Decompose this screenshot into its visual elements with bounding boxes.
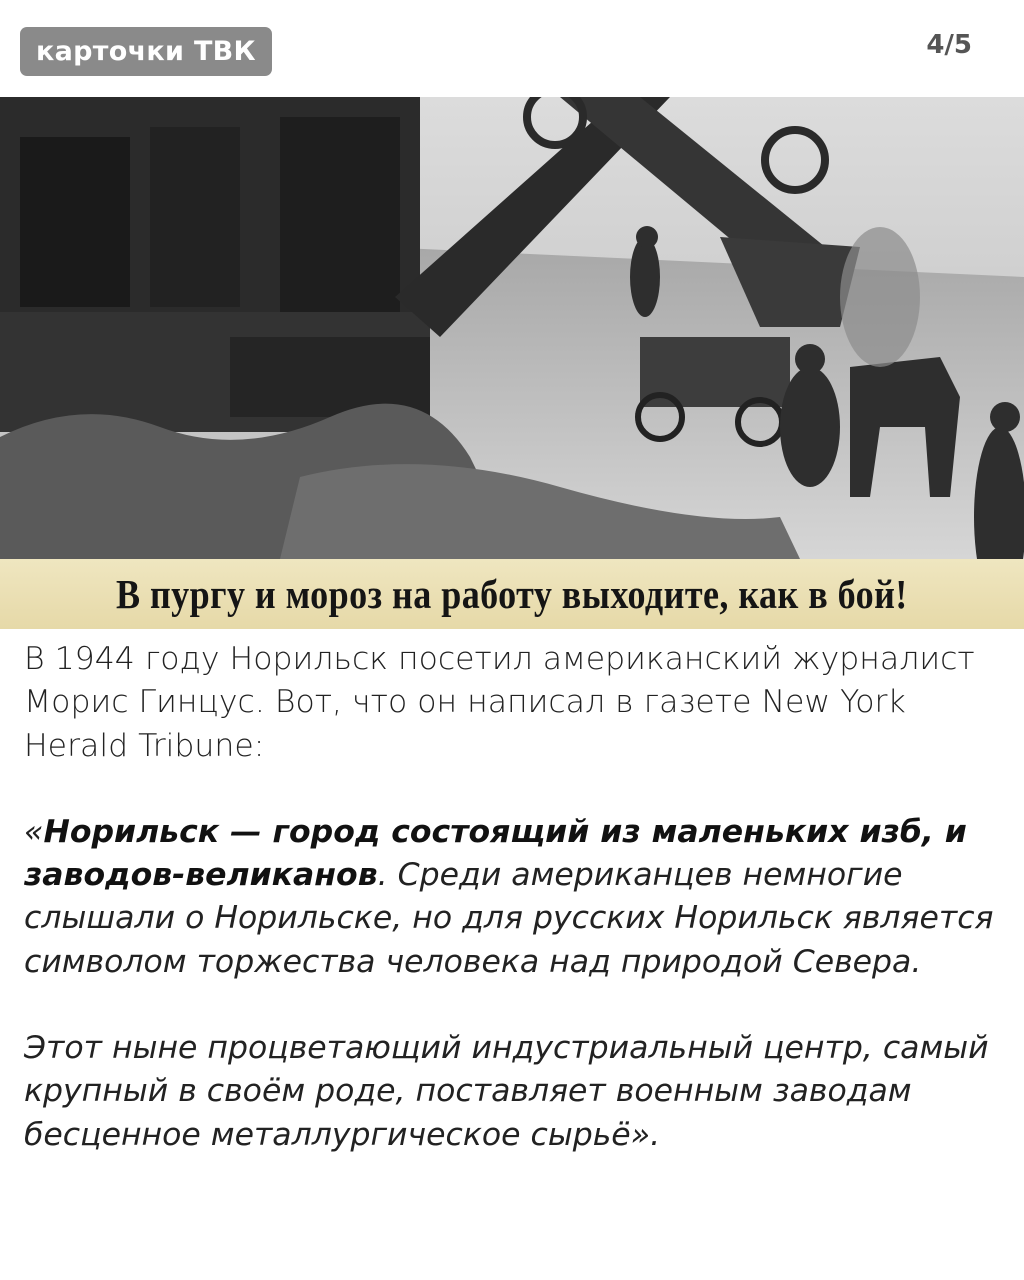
quote-bold-phrase: Норильск — город состоящий из маленьких изб, и заводов-великанов: [24, 813, 967, 894]
intro-paragraph: В 1944 году Норильск посетил американский журналист Морис Гинцус. Вот, что он написал в газете New York Herald Tribune:: [24, 641, 975, 764]
quote-paragraph: [24, 811, 1009, 984]
article-text: [24, 638, 1009, 1157]
channel-badge: карточки ТВК: [20, 27, 272, 76]
photo-caption-strip: [0, 559, 1024, 629]
quote-open-mark: «: [24, 813, 44, 850]
final-paragraph: Этот ныне процветающий индустриальный центр, самый крупный в своём роде, поставляет военным заводам бесценное металлургическое сырьё».: [24, 1030, 989, 1153]
quote-continuation: . Среди американцев немногие слышали о Норильске, но для русских Норильск является символом торжества человека над природой Севера.: [24, 857, 994, 980]
page-counter: 4/5: [926, 30, 972, 60]
archive-photo: [0, 97, 1024, 559]
photo-caption: В пургу и мороз на работу выходите, как в бой!: [116, 571, 908, 617]
